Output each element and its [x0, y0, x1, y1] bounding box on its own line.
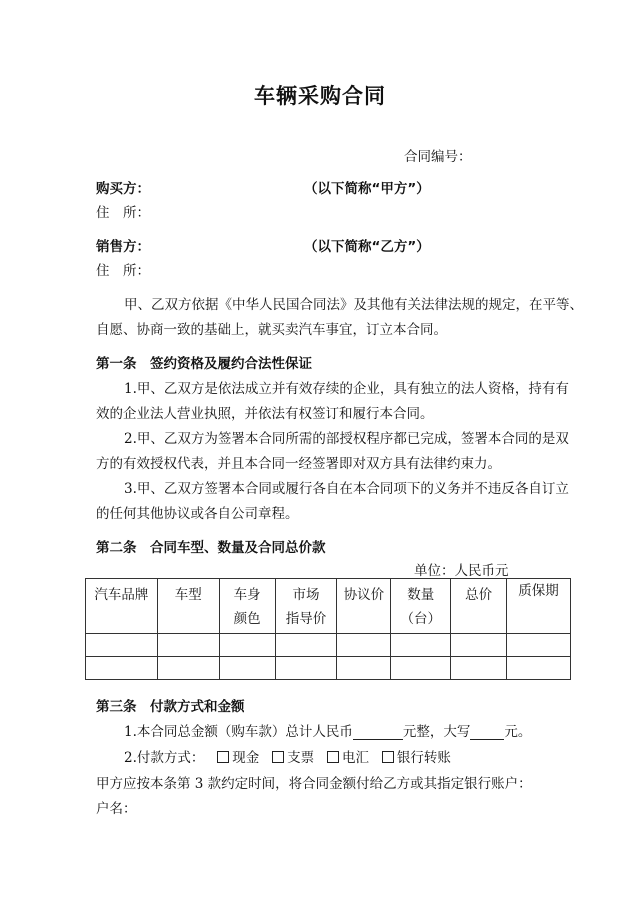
seller-label: 销售方：: [96, 239, 150, 255]
vehicle-spec-table: [85, 578, 571, 680]
amount-blank: [353, 725, 403, 740]
seller-alias: （以下简称“乙方”）: [304, 239, 430, 255]
article-3-heading: 第三条 付款方式和金额: [96, 699, 245, 715]
account-name-label: 户名：: [96, 801, 137, 817]
buyer-address-label: 住 所：: [96, 205, 150, 221]
intro-line-2: 自愿、协商一致的基础上，就买卖汽车事宜，订立本合同。: [96, 322, 447, 338]
column-header: 协议价: [337, 579, 391, 634]
column-header: 质保期: [507, 579, 571, 634]
column-header: 汽车品牌: [86, 579, 158, 634]
column-header: 市场 指导价: [275, 579, 337, 634]
article-1-p3-line1: 3.甲、乙双方签署本合同或履行各自在本合同项下的义务并不违反各自订立: [124, 481, 569, 497]
article-1-p2-line1: 2.甲、乙双方为签署本合同所需的部授权程序都已完成，签署本合同的是双: [124, 431, 569, 447]
seller-address-label: 住 所：: [96, 263, 150, 279]
column-header: 车型: [157, 579, 219, 634]
column-header: 总价: [451, 579, 507, 634]
table-row: [86, 657, 571, 680]
table-header-row: [86, 579, 571, 634]
column-header: 数量 （台）: [391, 579, 451, 634]
article-1-p1-line1: 1.甲、乙双方是依法成立并有效存续的企业，具有独立的法人资格，持有有: [124, 381, 569, 397]
article-1-p1-line2: 效的企业法人营业执照，并依法有权签订和履行本合同。: [96, 406, 434, 422]
payment-instruction-line: 甲方应按本条第 3 款约定时间，将合同金额付给乙方或其指定银行账户：: [96, 776, 532, 792]
article-1-p2-line2: 方的有效授权代表，并且本合同一经签署即对双方具有法律约束力。: [96, 456, 501, 472]
buyer-alias: （以下简称“甲方”）: [304, 181, 430, 197]
column-header: 车身 颜色: [219, 579, 275, 634]
article-2-heading: 第二条 合同车型、数量及合同总价款: [96, 540, 326, 556]
currency-unit-label: 单位：人民币元: [414, 563, 509, 579]
amount-words-blank: [470, 725, 504, 740]
cash-checkbox[interactable]: [217, 751, 229, 763]
article-1-heading: 第一条 签约资格及履约合法性保证: [96, 356, 312, 372]
article-1-p3-line2: 的任何其他协议或各自公司章程。: [96, 506, 299, 522]
article-3-amount-line: 1.本合同总金额（购车款）总计人民币 元整，大写 元。: [124, 724, 532, 740]
intro-line-1: 甲、乙双方依据《中华人民国合同法》及其他有关法律法规的规定，在平等、: [124, 297, 583, 313]
buyer-label: 购买方：: [96, 181, 150, 197]
wire-transfer-checkbox[interactable]: [327, 751, 339, 763]
contract-number-label: 合同编号：: [404, 149, 472, 165]
bank-transfer-checkbox[interactable]: [382, 751, 394, 763]
check-checkbox[interactable]: [272, 751, 284, 763]
document-title: 车辆采购合同: [254, 84, 386, 108]
table-row: [86, 634, 571, 657]
payment-method-line: 2.付款方式： 现金 支票 电汇 银行转账: [124, 750, 451, 766]
